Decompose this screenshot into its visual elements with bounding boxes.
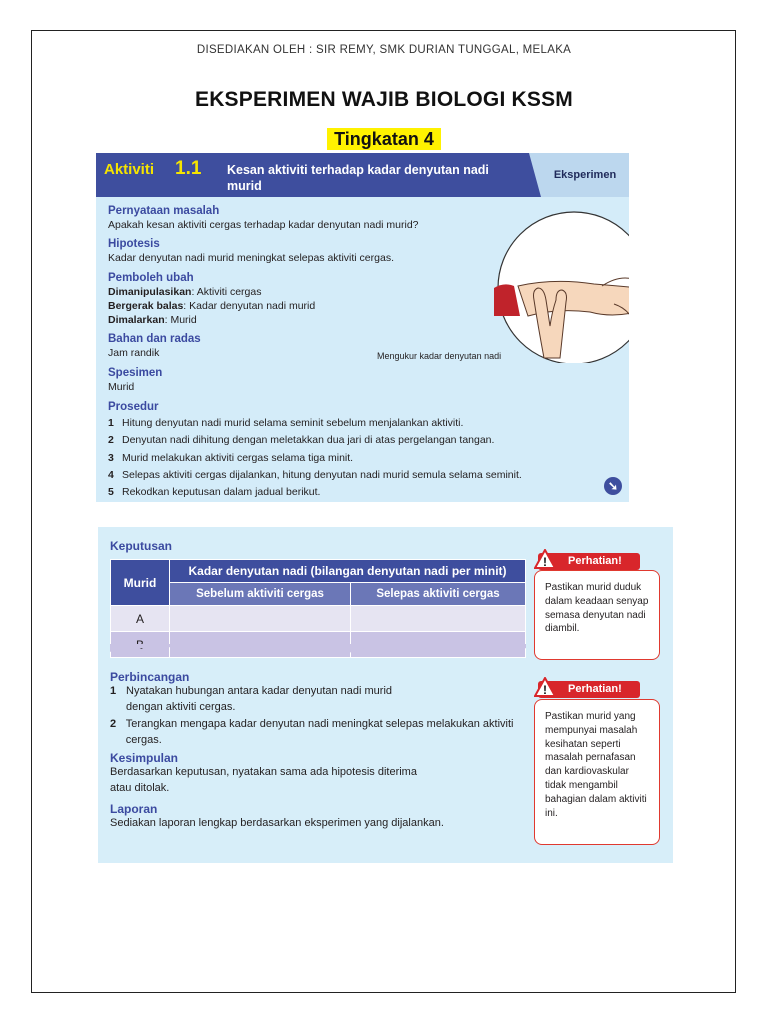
procedure-step — [108, 484, 588, 501]
problem-heading: Pernyataan masalah — [108, 205, 220, 217]
col-header-pulse-rate: Kadar denyutan nadi (bilangan denyutan nadi per minit) — [170, 560, 526, 583]
discussion-number: 1 — [110, 685, 117, 697]
step-number: 3 — [108, 451, 114, 464]
step-number: 4 — [108, 468, 114, 481]
problem-text: Apakah kesan aktiviti cergas terhadap kadar denyutan nadi murid? — [108, 219, 419, 231]
table-cell — [351, 606, 526, 632]
warning-header-1: Perhatian! — [538, 553, 640, 570]
step-text: Hitung denyutan nadi murid selama seminit sebelum menjalankan aktiviti. — [122, 417, 464, 429]
procedure-heading: Prosedur — [108, 401, 159, 413]
report-heading: Laporan — [110, 802, 158, 816]
discussion-item — [110, 684, 530, 715]
activity-title: Kesan aktiviti terhadap kadar denyutan nadi murid — [227, 163, 489, 193]
materials-heading: Bahan dan radas — [108, 333, 201, 345]
discussion-text: Terangkan mengapa kadar denyutan nadi meningkat selepas melakukan aktiviti cergas. — [125, 718, 514, 746]
col-header-after: Selepas aktiviti cergas — [351, 583, 526, 606]
step-number: 5 — [108, 486, 114, 499]
variable-manipulated — [108, 286, 261, 298]
step-number: 2 — [108, 434, 114, 447]
variables-heading: Pemboleh ubah — [108, 272, 194, 284]
step-number: 1 — [108, 417, 114, 429]
arrow-next-icon: ➘ — [604, 477, 622, 495]
discussion-item — [110, 717, 530, 748]
procedure-step — [108, 415, 588, 432]
hypothesis-heading: Hipotesis — [108, 238, 160, 250]
variable-fixed-value: : Murid — [164, 314, 197, 326]
activity-banner — [96, 153, 629, 197]
pulse-measurement-illustration — [494, 208, 629, 363]
warning-text-2: Pastikan murid yang mempunyai masalah kesihatan seperti masalah pernafasan dan kardiovaskular tidak mengambil bahagian dalam aktiviti ini. — [545, 711, 647, 819]
svg-text:!: ! — [543, 555, 547, 569]
discussion-number: 2 — [110, 718, 117, 730]
conclusion-text: Berdasarkan keputusan, nyatakan sama ada hipotesis diterima atau ditolak. — [110, 766, 417, 794]
step-text: Murid melakukan aktiviti cergas selama tiga minit. — [122, 451, 354, 464]
table-header-row — [111, 560, 526, 583]
warning-header-2: Perhatian! — [538, 681, 640, 698]
materials-text: Jam randik — [108, 347, 160, 359]
activity-number: 1.1 — [175, 158, 202, 179]
col-header-murid: Murid — [111, 560, 170, 606]
discussion-list — [110, 684, 530, 748]
discussion-text: Nyatakan hubungan antara kadar denyutan nadi murid dengan aktiviti cergas. — [126, 685, 393, 713]
procedure-list — [108, 415, 588, 501]
discussion-heading: Perbincangan — [110, 670, 190, 684]
variable-responding — [108, 300, 315, 312]
row-label: A — [111, 606, 170, 632]
main-title: EKSPERIMEN WAJIB BIOLOGI KSSM — [194, 88, 573, 111]
procedure-step — [108, 432, 588, 449]
variable-fixed — [108, 314, 197, 326]
form-level-label: Tingkatan 4 — [327, 128, 441, 150]
variable-responding-value: : Kadar denyutan nadi murid — [183, 300, 316, 312]
results-heading: Keputusan — [110, 539, 173, 553]
results-panel — [98, 527, 673, 863]
procedure-step — [108, 450, 588, 467]
variable-manipulated-label: Dimanipulasikan — [108, 286, 192, 298]
variable-responding-label: Bergerak balas — [108, 300, 184, 312]
col-header-before: Sebelum aktiviti cergas — [170, 583, 351, 606]
variable-fixed-label: Dimalarkan — [108, 314, 165, 326]
report-text: Sediakan laporan lengkap berdasarkan eksperimen yang dijalankan. — [110, 817, 444, 829]
step-text: Denyutan nadi dihitung dengan meletakkan dua jari di atas pergelangan tangan. — [122, 434, 495, 447]
table-cell — [170, 606, 351, 632]
variable-manipulated-value: : Aktiviti cergas — [191, 286, 262, 298]
warning-icon — [534, 677, 556, 697]
svg-text:!: ! — [543, 683, 547, 697]
experiment-tag-label: Eksperimen — [553, 169, 617, 181]
header-note: DISEDIAKAN OLEH : SIR REMY, SMK DURIAN TUNGGAL, MELAKA — [196, 44, 572, 56]
torn-edge — [110, 644, 526, 658]
step-text: Selepas aktiviti cergas dijalankan, hitung denyutan nadi murid semula selama seminit. — [122, 468, 522, 481]
specimen-text: Murid — [108, 381, 135, 393]
warning-box-1 — [534, 570, 660, 660]
specimen-heading: Spesimen — [108, 367, 163, 379]
procedure-step — [108, 467, 588, 484]
activity-panel — [96, 153, 629, 502]
activity-word: Aktiviti — [104, 161, 155, 178]
image-caption: Mengukur kadar denyutan nadi — [377, 351, 502, 361]
hypothesis-text: Kadar denyutan nadi murid meningkat selepas aktiviti cergas. — [108, 252, 394, 264]
table-subheader-row — [111, 583, 526, 606]
step-text: Rekodkan keputusan dalam jadual berikut. — [122, 486, 321, 499]
warning-icon — [534, 549, 556, 569]
experiment-tag — [541, 153, 629, 197]
table-row — [111, 606, 526, 632]
warning-text-1: Pastikan murid duduk dalam keadaan senyap semasa denyutan nadi diambil. — [545, 582, 649, 635]
conclusion-heading: Kesimpulan — [110, 751, 179, 765]
warning-box-2 — [534, 699, 660, 845]
